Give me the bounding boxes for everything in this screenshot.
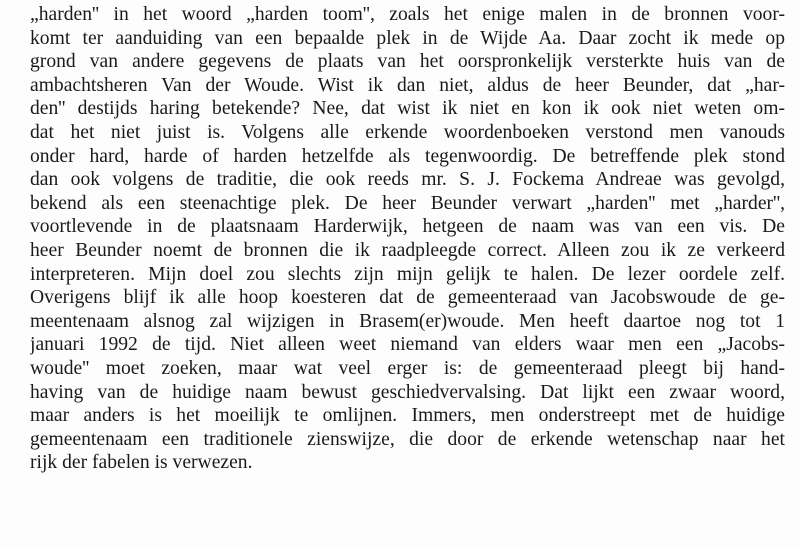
text-line: Overigens blijf ik alle hoop koesteren dat de gemeenteraad van Jacobswoude de ge- [30,287,785,309]
text-line: onder hard, harde of harden hetzelfde als tegenwoordig. De betreffende plek stond [30,145,785,167]
text-line: heer Beunder noemt de bronnen die ik raadpleegde correct. Alleen zou ik ze verkeerd [30,239,785,261]
text-line: interpreteren. Mijn doel zou slechts zijn mijn gelijk te halen. De lezer oordele zelf. [30,263,785,285]
text-line: maar anders is het moeilijk te omlijnen. Immers, men onderstreept met de huidige [30,405,785,427]
text-line: „harden'' in het woord „harden toom'', zoals het enige malen in de bronnen voor- [30,4,785,25]
text-line: having van de huidige naam bewust geschiedvervalsing. Dat lijkt een zwaar woord, [30,381,785,403]
text-line: woude'' moet zoeken, maar wat veel erger is: de gemeenteraad pleegt bij hand- [30,357,785,379]
text-line: gemeentenaam een traditionele zienswijze, die door de erkende wetenschap naar het [30,428,785,450]
text-line: grond van andere gegevens de plaats van het oorspronkelijk versterkte huis van de [30,51,785,73]
text-line: voortlevende in de plaatsnaam Harderwijk, hetgeen de naam was van een vis. De [30,216,785,238]
text-line: komt ter aanduiding van een bepaalde plek in de Wijde Aa. Daar zocht ik mede op [30,27,785,49]
body-paragraph [30,3,785,475]
text-line-last: rijk der fabelen is verwezen. [30,452,253,474]
text-line: meentenaam alsnog zal wijzigen in Brasem(er)woude. Men heeft daartoe nog tot 1 [30,310,785,332]
text-line: den'' destijds haring betekende? Nee, dat wist ik niet en kon ik ook niet weten om- [30,98,785,120]
text-line: dan ook volgens de traditie, die ook reeds mr. S. J. Fockema Andreae was gevolgd, [30,169,785,191]
text-line: bekend als een steenachtige plek. De heer Beunder verwart „harden'' met „harder'', [30,192,785,214]
text-line: dat het niet juist is. Volgens alle erkende woordenboeken verstond men vanouds [30,121,785,143]
text-line: januari 1992 de tijd. Niet alleen weet niemand van elders waar men een „Jacobs- [30,334,785,356]
text-line: ambachtsheren Van der Woude. Wist ik dan niet, aldus de heer Beunder, dat „har- [30,74,785,96]
